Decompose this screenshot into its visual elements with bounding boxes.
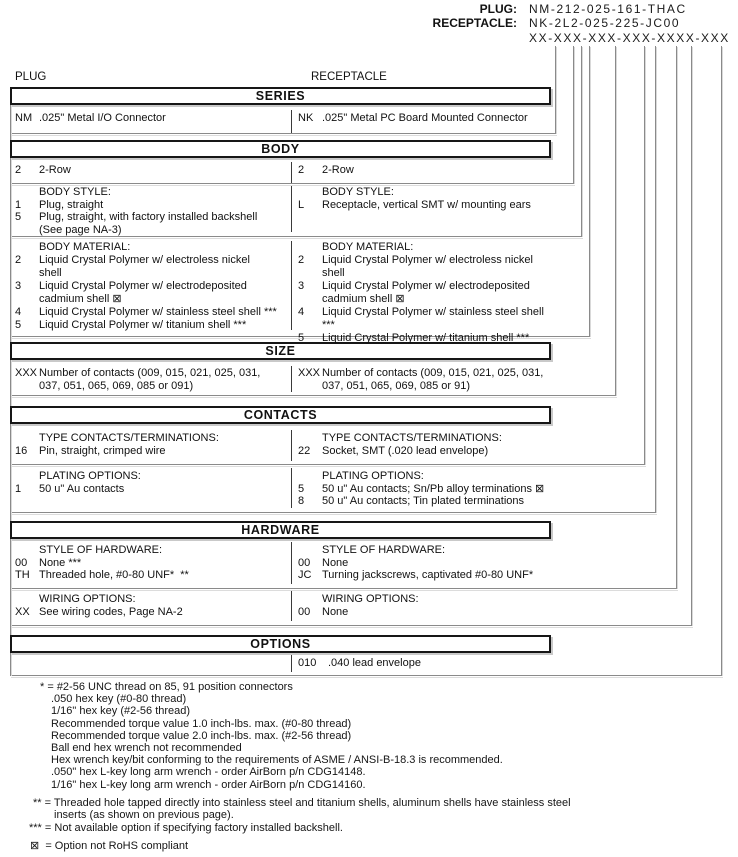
option-code: NK — [298, 112, 314, 124]
option-text: Liquid Crystal Polymer w/ stainless steel shell *** — [39, 306, 277, 318]
option-text: .040 lead envelope — [328, 657, 421, 669]
footnote-line: .050" hex L-key long arm wrench - order AirBorn p/n CDG14148. — [51, 766, 366, 779]
series-left-column — [15, 112, 289, 125]
option-text: 50 u" Au contacts — [39, 482, 125, 495]
rule-body-row-bottom — [10, 183, 574, 184]
option-text: .025" Metal I/O Connector — [39, 112, 166, 124]
hardware-style-right-item — [298, 569, 552, 582]
connector-line-options — [721, 46, 722, 675]
rule-wiring-bottom — [10, 625, 692, 626]
contact-type-left-column — [15, 432, 289, 457]
option-text: Number of contacts (009, 015, 021, 025, 031, 037, 051, 065, 069, 085 or 91) — [322, 367, 544, 392]
page-left-edge — [10, 87, 11, 675]
footnote-line: 1/16" hex L-key long arm wrench - order AirBorn p/n CDG14160. — [51, 778, 366, 791]
subsection-header: PLATING OPTIONS: — [322, 470, 424, 482]
connector-line-plating — [655, 46, 656, 512]
hardware-style-right-item — [298, 557, 552, 570]
connector-line-body-material — [589, 46, 590, 336]
option-code: 3 — [15, 280, 22, 292]
receptacle-part-number-value: NK-2L2-025-225-JC00 — [529, 16, 681, 30]
option-text: See wiring codes, Page NA-2 — [39, 605, 183, 618]
footnotes-block — [10, 681, 724, 853]
option-code: 3 — [298, 280, 305, 292]
option-text: Liquid Crystal Polymer w/ electrodeposited cadmium shell ⊠ — [39, 280, 247, 305]
subsection-header: PLATING OPTIONS: — [39, 470, 141, 482]
plating-left-item — [15, 483, 289, 496]
column-divider — [291, 241, 292, 330]
series-left-item — [15, 112, 289, 125]
hardware-style-left-item — [15, 569, 289, 582]
option-code: TH — [15, 569, 30, 581]
connector-line-wiring — [691, 46, 692, 625]
body-material-right-item — [298, 306, 552, 332]
footnote-line: Recommended torque value 1.0 inch-lbs. max. (#0-80 thread) — [51, 717, 352, 730]
body-material-right-item — [298, 280, 552, 306]
option-code: 00 — [298, 556, 311, 569]
subsection-header: WIRING OPTIONS: — [39, 593, 136, 605]
size-right-column — [298, 367, 552, 392]
option-code: 5 — [298, 332, 305, 344]
footnote-line: 1/16" hex key (#2-56 thread) — [51, 705, 191, 718]
column-divider — [291, 654, 292, 672]
option-code: 8 — [298, 495, 305, 507]
wiring-left-item — [15, 606, 289, 619]
body-material-right-column — [298, 241, 552, 345]
option-text: Liquid Crystal Polymer w/ titanium shell *** — [39, 319, 247, 331]
section-header-hardware: HARDWARE — [10, 521, 551, 539]
subsection-header: TYPE CONTACTS/TERMINATIONS: — [39, 432, 219, 444]
subsection-header: BODY MATERIAL: — [39, 241, 131, 253]
option-code: 010 — [298, 657, 317, 669]
contact-type-left-item — [15, 445, 289, 458]
body-material-left-column — [15, 241, 289, 332]
option-text: Receptacle, vertical SMT w/ mounting ears — [322, 198, 531, 211]
option-code: JC — [298, 569, 312, 581]
option-code: 5 — [15, 211, 22, 223]
option-code: 2 — [15, 254, 22, 266]
body-material-left-item — [15, 319, 289, 332]
column-divider — [291, 110, 292, 133]
option-text: Plug, straight — [39, 198, 104, 211]
subsection-header: TYPE CONTACTS/TERMINATIONS: — [322, 432, 502, 444]
rule-options-bottom — [10, 675, 722, 676]
hardware-style-left-column — [15, 544, 289, 582]
size-left-item — [15, 367, 289, 392]
option-text: None — [322, 605, 349, 618]
body-row-left-column — [15, 164, 289, 177]
option-text: Liquid Crystal Polymer w/ titanium shell *** — [322, 332, 530, 344]
body-material-left-item — [15, 306, 289, 319]
column-divider — [291, 186, 292, 232]
option-code: XX — [15, 605, 30, 618]
rule-body-style-bottom — [10, 236, 582, 237]
connector-line-hardware — [676, 46, 677, 588]
option-text: Socket, SMT (.020 lead envelope) — [322, 444, 489, 457]
option-code: L — [298, 198, 305, 211]
option-text: None *** — [39, 556, 82, 569]
plating-right-item — [298, 495, 552, 508]
plating-right-item — [298, 483, 552, 496]
footnote-rohs-line: ⊠ = Option not RoHS compliant — [30, 840, 189, 853]
options-item — [298, 657, 552, 670]
subsection-header: BODY MATERIAL: — [322, 241, 414, 253]
wiring-left-column — [15, 593, 289, 618]
contact-type-right-column — [298, 432, 552, 457]
body-row-left-item — [15, 164, 289, 177]
option-code: XXX — [298, 367, 321, 379]
option-code: 4 — [15, 306, 22, 318]
footnote-line: inserts (as shown on previous page). — [54, 809, 234, 822]
hardware-style-left-item — [15, 557, 289, 570]
option-code: 2 — [298, 164, 305, 176]
option-text: Pin, straight, crimped wire — [39, 444, 166, 457]
column-divider — [291, 162, 292, 183]
option-text: Plug, straight, with factory installed backshell (See page NA-3) — [39, 211, 258, 236]
footnote-line: * = #2-56 UNC thread on 85, 91 position connectors — [40, 681, 293, 693]
option-text: Liquid Crystal Polymer w/ stainless steel shell *** — [322, 306, 544, 331]
wiring-right-column — [298, 593, 552, 618]
option-code: 2 — [15, 164, 22, 176]
option-code: 00 — [15, 556, 28, 569]
plating-left-column — [15, 470, 289, 495]
rule-plating-bottom — [10, 512, 656, 513]
subsection-header: STYLE OF HARDWARE: — [39, 544, 163, 556]
rule-series-bottom — [10, 133, 556, 134]
body-style-right-column — [298, 186, 552, 211]
option-text: Threaded hole, #0-80 UNF* ** — [39, 569, 189, 581]
section-header-series: SERIES — [10, 87, 551, 105]
body-row-right-item — [298, 164, 552, 177]
column-divider — [291, 591, 292, 621]
body-material-left-item — [15, 280, 289, 306]
body-material-right-item — [298, 332, 552, 345]
receptacle-column-label: RECEPTACLE — [311, 71, 387, 83]
option-text: Liquid Crystal Polymer w/ electroless nickel shell — [322, 254, 533, 279]
footnote-line: Hex wrench key/bit conforming to the requirements of ASME / ANSI-B-18.3 is recommended. — [51, 754, 503, 767]
body-row-right-column — [298, 164, 552, 177]
connector-line-size — [615, 46, 616, 395]
option-code: 5 — [298, 482, 305, 495]
column-divider — [291, 468, 292, 508]
option-text: Turning jackscrews, captivated #0-80 UNF* — [322, 569, 534, 581]
option-text: 2-Row — [39, 164, 71, 176]
series-right-column — [298, 112, 552, 125]
part-number-pattern: XX-XXX-XXX-XXX-XXXX-XXX — [529, 31, 730, 45]
plug-part-number-value: NM-212-025-161-THAC — [529, 2, 687, 16]
option-code: 4 — [298, 306, 305, 318]
body-style-left-column — [15, 186, 289, 236]
connector-line-contact-type — [644, 46, 645, 464]
option-code: 1 — [15, 482, 22, 495]
body-style-right-item — [298, 199, 552, 212]
section-header-size: SIZE — [10, 342, 551, 360]
option-text: 50 u" Au contacts; Tin plated terminations — [322, 495, 525, 507]
subsection-header: BODY STYLE: — [39, 186, 111, 198]
column-divider — [291, 366, 292, 392]
option-text: Liquid Crystal Polymer w/ electroless nickel shell — [39, 254, 250, 279]
wiring-right-item — [298, 606, 552, 619]
rule-size-bottom — [10, 395, 616, 396]
body-material-right-item — [298, 254, 552, 280]
option-text: None — [322, 556, 349, 569]
subsection-header: WIRING OPTIONS: — [322, 593, 419, 605]
option-code: 5 — [15, 319, 22, 331]
option-code: 00 — [298, 605, 311, 618]
option-code: XXX — [15, 367, 38, 379]
body-style-left-item — [15, 211, 289, 236]
option-text: 2-Row — [322, 164, 354, 176]
option-text: .025" Metal PC Board Mounted Connector — [322, 112, 528, 124]
column-divider — [291, 542, 292, 584]
series-right-item — [298, 112, 552, 125]
connector-line-series — [555, 46, 556, 133]
footnote-line: Ball end hex wrench not recommended — [51, 742, 242, 755]
rule-contact-type-bottom — [10, 464, 645, 465]
body-style-left-item — [15, 199, 289, 212]
body-material-left-item — [15, 254, 289, 280]
options-right-column — [298, 657, 552, 670]
plug-part-number-label: PLUG: — [479, 2, 517, 16]
section-header-body: BODY — [10, 140, 551, 158]
option-text: Number of contacts (009, 015, 021, 025, 031, 037, 051, 065, 069, 085 or 091) — [39, 367, 261, 392]
receptacle-part-number-label: RECEPTACLE: — [432, 16, 517, 30]
footnote-line: *** = Not available option if specifying factory installed backshell. — [29, 822, 343, 835]
section-header-contacts: CONTACTS — [10, 406, 551, 424]
option-code: 1 — [15, 198, 22, 211]
rule-hardware-bottom — [10, 588, 677, 589]
contact-type-right-item — [298, 445, 552, 458]
option-code: 22 — [298, 444, 311, 457]
hardware-style-right-column — [298, 544, 552, 582]
option-code: 2 — [298, 254, 305, 266]
subsection-header: BODY STYLE: — [322, 186, 394, 198]
option-text: Liquid Crystal Polymer w/ electrodeposited cadmium shell ⊠ — [322, 280, 530, 305]
footnote-line: ** = Threaded hole tapped directly into stainless steel and titanium shells, aluminum shells have stainless steel — [33, 796, 571, 809]
size-left-column — [15, 367, 289, 392]
size-right-item — [298, 367, 552, 392]
plug-column-label: PLUG — [15, 71, 47, 83]
option-text: 50 u" Au contacts; Sn/Pb alloy terminations ⊠ — [322, 482, 545, 495]
column-divider — [291, 430, 292, 461]
option-code: 16 — [15, 444, 28, 457]
section-header-options: OPTIONS — [10, 635, 551, 653]
footnote-line: Recommended torque value 2.0 inch-lbs. max. (#2-56 thread) — [51, 729, 352, 742]
footnote-line: .050 hex key (#0-80 thread) — [51, 693, 187, 706]
connector-line-body-style — [581, 46, 582, 236]
connector-line-body-row — [573, 46, 574, 183]
subsection-header: STYLE OF HARDWARE: — [322, 544, 446, 556]
option-code: NM — [15, 112, 33, 124]
plating-right-column — [298, 470, 552, 508]
